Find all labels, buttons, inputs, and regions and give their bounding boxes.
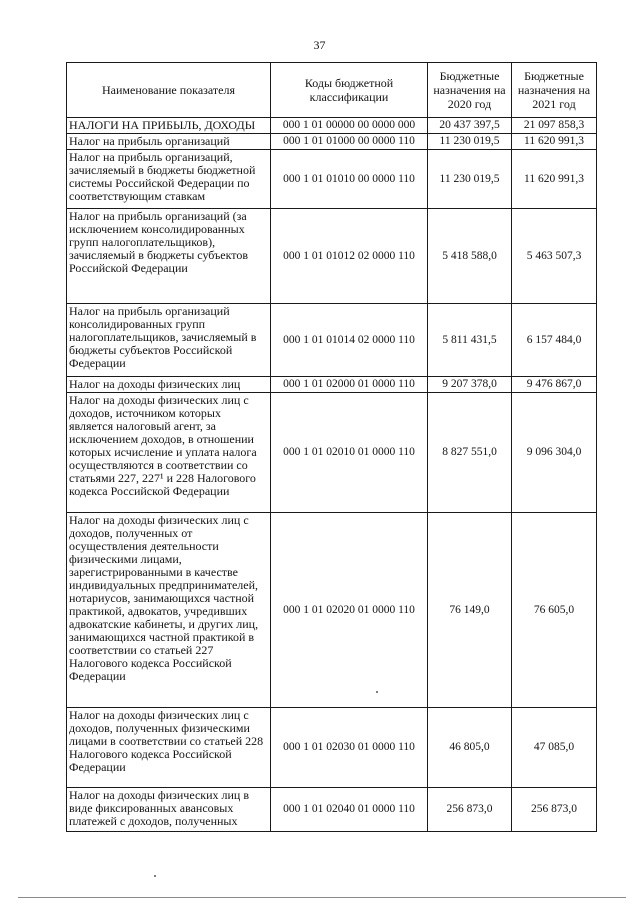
table-row	[67, 150, 597, 209]
row-code: 000 1 01 02030 01 0000 110	[271, 708, 428, 788]
row-code: 000 1 01 01014 02 0000 110	[271, 304, 428, 377]
row-name: Налог на прибыль организаций консолидированных групп налогоплательщиков, зачисляемый в бюджеты субъектов Российской Федерации	[67, 304, 271, 377]
table-row	[67, 377, 597, 393]
row-name: Налог на доходы физических лиц с доходов, полученных от осуществления деятельности физическими лицами, зарегистрированными в качестве индивидуальных предпринимателей, нотариусов, занимающихся частной практикой, адвокатов, учредивших адвокатские кабинеты, и других лиц, занимающихся частной практикой в соответствии со статьей 227 Налогового кодекса Российской Федерации	[67, 513, 271, 708]
row-value-2021: 76 605,0	[512, 513, 597, 708]
row-name: Налог на доходы физических лиц с доходов, полученных физическими лицами в соответствии со статьей 228 Налогового кодекса Российской Федерации	[67, 708, 271, 788]
header-budget-code: Коды бюджетной классификации	[271, 63, 428, 118]
row-value-2021: 256 873,0	[512, 788, 597, 832]
row-value-2020: 76 149,0	[428, 513, 512, 708]
row-name: Налог на прибыль организаций	[67, 134, 271, 150]
row-code: 000 1 01 02000 01 0000 110	[271, 377, 428, 393]
row-name: Налог на доходы физических лиц с доходов, источником которых является налоговый агент, за исключением доходов, в отношении которых исчисление и уплата налога осуществляются в соответствии со статьями 227, 227¹ и 228 Налогового кодекса Российской Федерации	[67, 393, 271, 513]
row-name: НАЛОГИ НА ПРИБЫЛЬ, ДОХОДЫ	[67, 118, 271, 134]
header-budget-2020: Бюджетные назначения на 2020 год	[428, 63, 512, 118]
table-row	[67, 708, 597, 788]
table-row	[67, 304, 597, 377]
row-name: Налог на доходы физических лиц в виде фиксированных авансовых платежей с доходов, полученных	[67, 788, 271, 832]
table-row	[67, 393, 597, 513]
row-code: 000 1 01 00000 00 0000 000	[271, 118, 428, 134]
table-row	[67, 788, 597, 832]
row-value-2021: 6 157 484,0	[512, 304, 597, 377]
row-value-2020: 9 207 378,0	[428, 377, 512, 393]
row-value-2020: 5 418 588,0	[428, 209, 512, 304]
table-header-row	[67, 63, 597, 118]
scan-edge-line	[18, 897, 626, 898]
row-value-2020: 256 873,0	[428, 788, 512, 832]
row-value-2020: 8 827 551,0	[428, 393, 512, 513]
budget-revenue-table	[66, 62, 597, 832]
row-code: 000 1 01 02020 01 0000 110	[271, 513, 428, 708]
row-value-2020: 20 437 397,5	[428, 118, 512, 134]
row-value-2020: 5 811 431,5	[428, 304, 512, 377]
page-number: 37	[313, 38, 326, 52]
table-row	[67, 134, 597, 150]
row-value-2020: 11 230 019,5	[428, 150, 512, 209]
row-name: Налог на прибыль организаций, зачисляемый в бюджеты бюджетной системы Российской Федерации по соответствующим ставкам	[67, 150, 271, 209]
row-code: 000 1 01 02040 01 0000 110	[271, 788, 428, 832]
header-budget-2021: Бюджетные назначения на 2021 год	[512, 63, 597, 118]
row-value-2021: 9 096 304,0	[512, 393, 597, 513]
scan-speck	[154, 875, 156, 877]
row-name: Налог на прибыль организаций (за исключением консолидированных групп налогоплательщиков), зачисляемый в бюджеты субъектов Российской Федерации	[67, 209, 271, 304]
row-value-2021: 11 620 991,3	[512, 134, 597, 150]
header-indicator-name: Наименование показателя	[67, 63, 271, 118]
row-value-2021: 9 476 867,0	[512, 377, 597, 393]
row-value-2021: 47 085,0	[512, 708, 597, 788]
row-value-2020: 11 230 019,5	[428, 134, 512, 150]
row-value-2021: 5 463 507,3	[512, 209, 597, 304]
row-code: 000 1 01 01012 02 0000 110	[271, 209, 428, 304]
table-row	[67, 118, 597, 134]
table-row	[67, 513, 597, 708]
row-code: 000 1 01 02010 01 0000 110	[271, 393, 428, 513]
scan-speck	[376, 691, 378, 693]
row-value-2021: 11 620 991,3	[512, 150, 597, 209]
row-value-2021: 21 097 858,3	[512, 118, 597, 134]
row-name: Налог на доходы физических лиц	[67, 377, 271, 393]
row-value-2020: 46 805,0	[428, 708, 512, 788]
row-code: 000 1 01 01010 00 0000 110	[271, 150, 428, 209]
table-row	[67, 209, 597, 304]
row-code: 000 1 01 01000 00 0000 110	[271, 134, 428, 150]
